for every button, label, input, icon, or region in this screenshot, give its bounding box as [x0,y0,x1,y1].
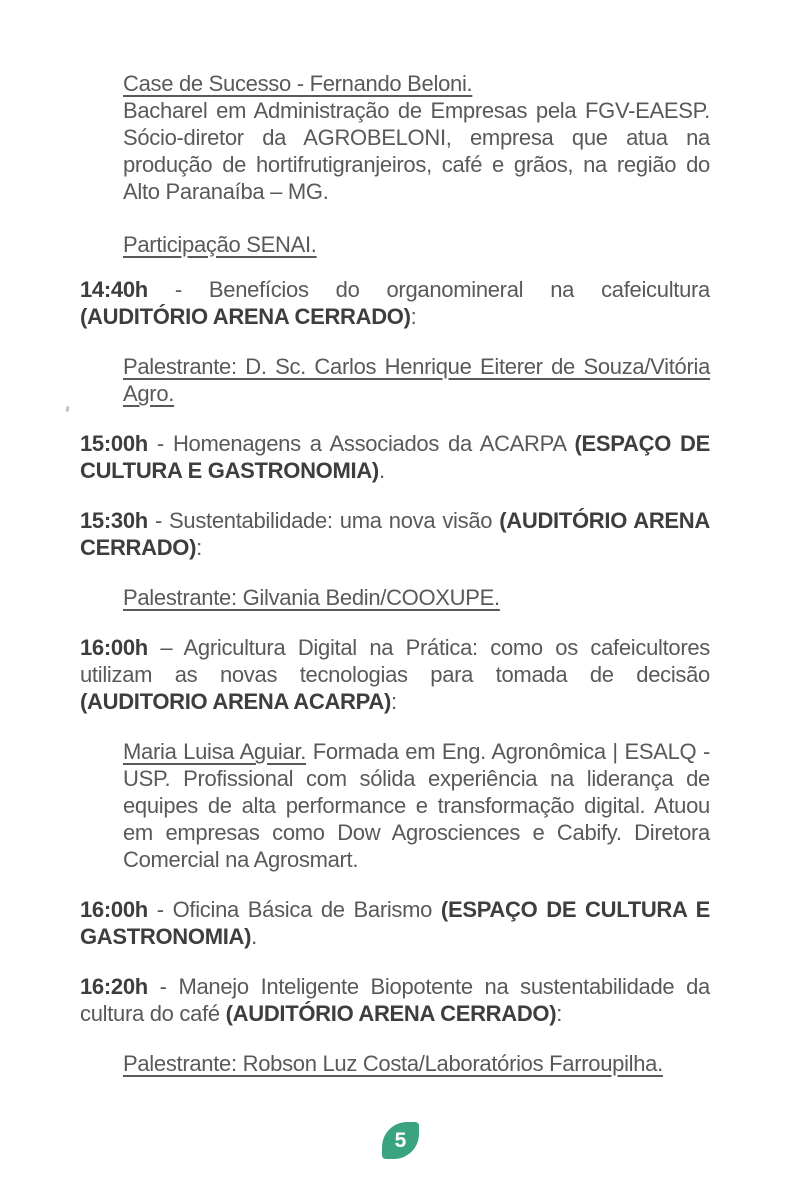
session-title: - Oficina Básica de Barismo [147,897,441,922]
session-tail: : [556,1001,563,1026]
page-number: 5 [394,1129,407,1152]
session-title: - Sustentabilidade: uma nova visão [147,508,500,533]
session-time: 15:00h [80,431,148,456]
session-venue: (AUDITÓRIO ARENA CERRADO) [80,304,411,329]
session-entry-1600-barismo [80,896,710,950]
session-time: 15:30h [80,508,148,533]
scan-artifact [65,406,69,412]
session-tail: : [196,535,202,560]
session-venue: (AUDITORIO ARENA ACARPA) [80,689,391,714]
session-venue: (ESPAÇO DE CULTURA E GASTRONOMIA) [80,431,710,483]
speaker-line-text: Palestrante: Gilvania Bedin/COOXUPE. [123,585,500,610]
participation-heading [123,231,710,258]
session-entry-1600-digital [80,634,710,715]
speaker-line-souza [123,353,710,407]
session-venue: (AUDITÓRIO ARENA CERRADO) [80,508,710,560]
session-title: – Agricultura Digital na Prática: como os cafeicultores utilizam as novas tecnologias para tomada de decisão [80,635,710,687]
speaker-line-costa [123,1050,710,1077]
session-venue: (AUDITÓRIO ARENA CERRADO) [225,1001,557,1026]
session-time: 16:00h [80,635,148,660]
speaker-bio-aguiar [123,738,710,873]
session-tail: . [378,458,385,483]
session-tail: : [410,304,417,329]
speaker-name: Maria Luisa Aguiar. [123,739,307,764]
case-heading-text: Case de Sucesso - Fernando Beloni. [123,71,473,96]
speaker-line-text: Palestrante: Robson Luz Costa/Laboratórios Farroupilha. [123,1051,663,1076]
speaker-bio-text: Bacharel em Administração de Empresas pela FGV-EAESP. Sócio-diretor da AGROBELONI, empresa que atua na produção de hortifrutigranjeiros, café e grãos, na região do Alto Paranaíba – MG. [123,98,710,204]
session-entry-1500 [80,430,710,484]
session-entry-1620 [80,973,710,1027]
case-heading [123,70,710,97]
speaker-line-bedin [123,584,710,611]
schedule-content [80,70,710,1100]
speaker-bio-text: Formada em Eng. Agronômica | ESALQ - USP. Profissional com sólida experiência na liderança de equipes de alta performance e transformação digital. Atuou em empresas como Dow Agrosciences e Cabify. Diretora Comercial na Agrosmart. [123,739,710,872]
session-title: - Benefícios do organomineral na cafeicultura [147,277,710,302]
session-tail: : [390,689,397,714]
page-number-badge [382,1122,419,1159]
session-time: 16:00h [80,897,148,922]
speaker-bio-beloni [123,97,710,205]
session-time: 14:40h [80,277,148,302]
session-title: - Homenagens a Associados da ACARPA [147,431,575,456]
speaker-line-text: Palestrante: D. Sc. Carlos Henrique Eiterer de Souza/Vitória Agro. [123,354,710,406]
session-entry-1440 [80,276,710,330]
session-entry-1530 [80,507,710,561]
participation-text: Participação SENAI. [123,232,317,257]
session-venue: (ESPAÇO DE CULTURA E GASTRONOMIA) [80,897,710,949]
session-tail: . [251,924,257,949]
session-title: - Manejo Inteligente Biopotente na sustentabilidade da cultura do café [80,974,710,1026]
session-time: 16:20h [80,974,148,999]
